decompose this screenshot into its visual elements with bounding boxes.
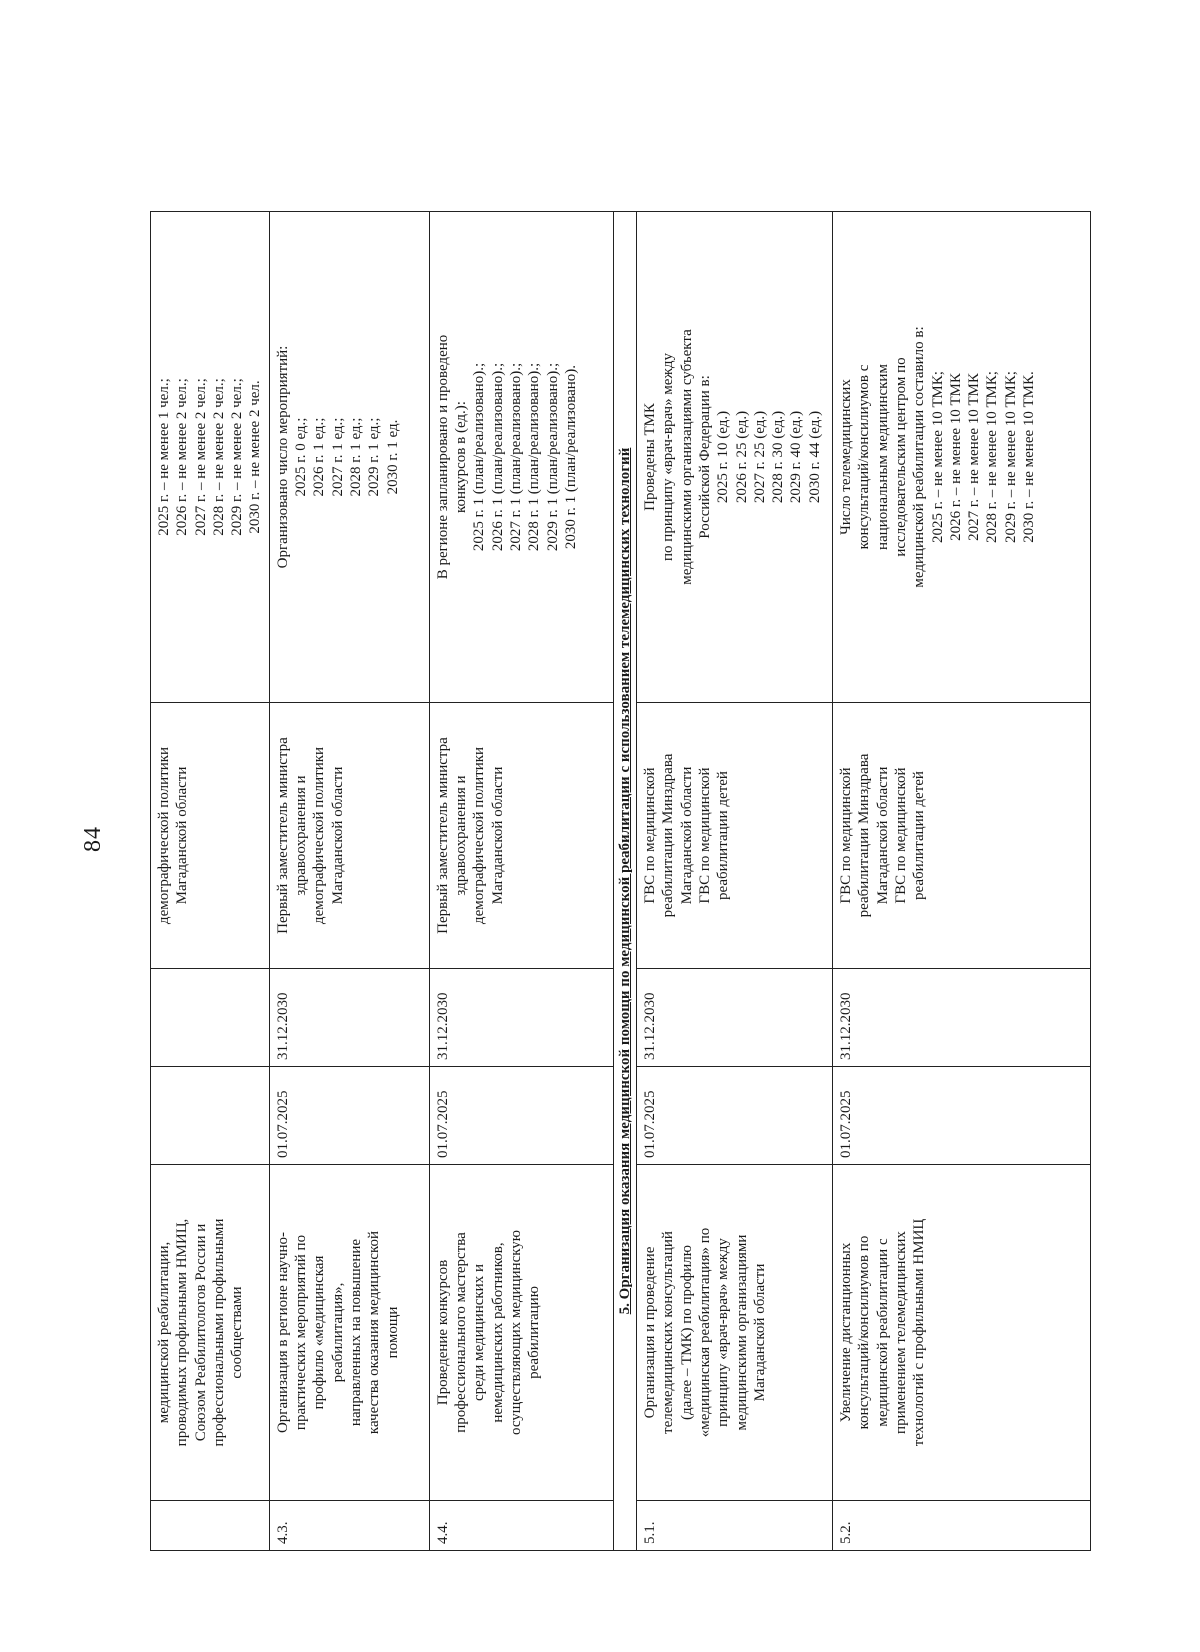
activity-name-line: реабилитацию <box>526 1286 543 1379</box>
expected-result-line: медицинскими организациями субъекта <box>678 329 695 585</box>
expected-result-line: 2026 г. – не менее 2 чел.; <box>174 378 191 536</box>
expected-result-line: 2026 г. 1 (план/реализовано).; <box>489 362 506 552</box>
activity-name-line: реабилитация», <box>329 1282 346 1383</box>
activity-name-line: применением телемедицинских <box>892 1231 909 1434</box>
activity-name <box>151 1165 270 1501</box>
end-date: 31.12.2030 <box>637 969 833 1067</box>
end-date <box>151 969 270 1067</box>
activity-name-line: Союзом Реабилитологов России и <box>192 1223 209 1442</box>
table-row <box>429 212 613 1551</box>
start-date: 01.07.2025 <box>637 1067 833 1165</box>
activity-name-line: Проведение конкурсов <box>434 1259 451 1406</box>
activity-name <box>637 1165 833 1501</box>
expected-result-line: 2030 г. – не менее 10 ТМК. <box>1021 371 1038 543</box>
activity-name <box>269 1165 429 1501</box>
responsible-person-line: демографической политики <box>156 746 172 925</box>
expected-result-line: 2025 г. 1 (план/реализовано).; <box>471 362 488 552</box>
expected-result-line: 2030 г. 44 (ед.) <box>806 410 823 504</box>
activity-name-line: медицинской реабилитации, <box>156 1241 172 1424</box>
responsible-person-line: ГВС по медицинской <box>696 767 713 904</box>
activity-name-line: Магаданской области <box>751 1263 768 1402</box>
responsible-person-line: Магаданской области <box>174 766 191 905</box>
row-number: 5.1. <box>637 1501 833 1551</box>
start-date: 01.07.2025 <box>269 1067 429 1165</box>
activity-name-line: профессионального мастерства <box>453 1232 470 1433</box>
row-number: 4.4. <box>429 1501 613 1551</box>
activity-name-line: практических мероприятий по <box>293 1234 310 1431</box>
responsible-person-line: Магаданской области <box>329 766 346 905</box>
responsible-person-line: демографической политики <box>471 746 488 925</box>
responsible-person <box>833 703 1091 969</box>
responsible-person <box>151 703 270 969</box>
activity-name-line: Организация и проведение <box>642 1246 659 1419</box>
activity-name-line: среди медицинских и <box>471 1264 488 1401</box>
activity-name-line: немедицинских работников, <box>489 1242 506 1423</box>
expected-result <box>269 212 429 703</box>
activity-name-line: телемедицинских консультаций <box>660 1231 677 1434</box>
responsible-person-line: ГВС по медицинской <box>642 767 659 904</box>
end-date: 31.12.2030 <box>429 969 613 1067</box>
responsible-person-line: реабилитации детей <box>715 771 732 900</box>
responsible-person-line: Магаданской области <box>489 766 506 905</box>
expected-result-line: Организовано число мероприятий: <box>274 345 291 569</box>
responsible-person-line: здравоохранения и <box>453 775 470 896</box>
section-header-row <box>613 212 636 1551</box>
activity-name <box>833 1165 1091 1501</box>
activity-name-line: профессиональными профильными <box>210 1218 227 1447</box>
responsible-person <box>269 703 429 969</box>
activity-name-line: медицинскими организациями <box>733 1234 750 1431</box>
expected-result-line: 2029 г. 1 (план/реализовано).; <box>544 362 561 552</box>
responsible-person-line: реабилитации Минздрава <box>660 753 677 918</box>
responsible-person <box>637 703 833 969</box>
table-row <box>637 212 833 1551</box>
section-title: 5. Организация оказания медицинской помощи по медицинской реабилитации с использованием телемедицинских технологий <box>613 212 636 1551</box>
table-row <box>833 212 1091 1551</box>
expected-result-line: 2029 г. 40 (ед.) <box>788 410 805 504</box>
expected-result-line: 2027 г. – не менее 10 ТМК <box>966 373 983 541</box>
expected-result-line: медицинской реабилитации составило в: <box>911 326 928 588</box>
expected-result-line: 2027 г. – не менее 2 чел.; <box>192 378 209 536</box>
activity-name-line: Увеличение дистанционных <box>838 1242 855 1423</box>
responsible-person-line: ГВС по медицинской <box>838 767 855 904</box>
expected-result-line: Российской Федерации в: <box>696 375 713 539</box>
row-number: 4.3. <box>269 1501 429 1551</box>
expected-result-line: 2030 г. – не менее 2 чел. <box>247 380 264 534</box>
table-row <box>151 212 270 1551</box>
expected-result-line: национальным медицинским <box>874 364 891 550</box>
expected-result-line: по принципу «врач-врач» между <box>660 353 677 561</box>
expected-result-line: конкурсов в (ед.): <box>453 401 470 513</box>
expected-result-line: 2027 г. 1 ед.; <box>329 417 346 497</box>
responsible-person-line: ГВС по медицинской <box>892 767 909 904</box>
expected-result-line: 2028 г. 30 (ед.) <box>770 410 787 504</box>
activity-name-line: медицинской реабилитации с <box>874 1238 891 1427</box>
activity-name-line: проводимых профильными НМИЦ, <box>174 1218 191 1447</box>
expected-result-line: 2025 г. – не менее 1 чел.; <box>156 378 172 536</box>
end-date: 31.12.2030 <box>269 969 429 1067</box>
activity-name-line: технологий с профильными НМИЦ <box>911 1218 928 1447</box>
responsible-person-line: Магаданской области <box>678 766 695 905</box>
expected-result-line: 2028 г. 1 (план/реализовано).; <box>526 362 543 552</box>
expected-result-line: В регионе запланировано и проведено <box>434 334 451 580</box>
expected-result-line: 2029 г. 1 ед.; <box>366 417 383 497</box>
document-table-rotated <box>150 211 1090 1551</box>
activity-name-line: «медицинская реабилитация» по <box>696 1227 713 1438</box>
responsible-person-line: демографической политики <box>311 746 328 925</box>
row-number <box>151 1501 270 1551</box>
activity-name-line: осуществляющих медицинскую <box>507 1229 524 1436</box>
expected-result <box>833 212 1091 703</box>
responsible-person <box>429 703 613 969</box>
activity-name-line: (далее – ТМК) по профилю <box>678 1245 695 1421</box>
responsible-person-line: здравоохранения и <box>293 775 310 896</box>
activity-name-line: Организация в регионе научно- <box>274 1231 291 1434</box>
expected-result-line: 2030 г. 1 (план/реализовано). <box>562 364 579 550</box>
activity-name-line: профилю «медицинская <box>311 1255 328 1410</box>
expected-result-line: исследовательским центром по <box>892 357 909 557</box>
expected-result-line: 2025 г. – не менее 10 ТМК; <box>929 371 946 543</box>
expected-result-line: 2028 г. – не менее 10 ТМК; <box>984 371 1001 543</box>
expected-result-line: 2027 г. 25 (ед.) <box>751 410 768 504</box>
page-number: 84 <box>80 826 106 852</box>
activity-name-line: качества оказания медицинской <box>366 1230 383 1435</box>
activity-name-line: направленных на повышение <box>347 1238 364 1427</box>
expected-result-line: 2026 г. 25 (ед.) <box>733 410 750 504</box>
expected-result-line: 2026 г. 1 ед.; <box>311 417 328 497</box>
expected-result-line: Число телемедицинских <box>838 379 855 535</box>
expected-result-line: 2028 г. – не менее 2 чел.; <box>210 378 227 536</box>
row-number: 5.2. <box>833 1501 1091 1551</box>
activity-name-line: консультаций/консилиумов по <box>856 1235 873 1430</box>
expected-result-line: 2028 г. 1 ед.; <box>347 417 364 497</box>
expected-result-line: 2027 г. 1 (план/реализовано).; <box>507 362 524 552</box>
responsible-person-line: Первый заместитель министра <box>274 737 291 934</box>
expected-result-line: 2030 г. 1 ед. <box>384 419 401 495</box>
responsible-person-line: Магаданской области <box>874 766 891 905</box>
expected-result-line: 2029 г. – не менее 2 чел.; <box>229 378 246 536</box>
expected-result <box>429 212 613 703</box>
expected-result <box>637 212 833 703</box>
table-row <box>269 212 429 1551</box>
activity-name-line: принципу «врач-врач» между <box>715 1238 732 1427</box>
expected-result-line: 2025 г. 10 (ед.) <box>715 410 732 504</box>
responsible-person-line: реабилитации детей <box>911 771 928 900</box>
expected-result-line: Проведены ТМК <box>642 403 659 511</box>
responsible-person-line: Первый заместитель министра <box>434 737 451 934</box>
activity-name <box>429 1165 613 1501</box>
expected-result <box>151 212 270 703</box>
responsible-person-line: реабилитации Минздрава <box>856 753 873 918</box>
expected-result-line: 2029 г. – не менее 10 ТМК; <box>1002 371 1019 543</box>
activity-name-line: помощи <box>384 1306 401 1359</box>
end-date: 31.12.2030 <box>833 969 1091 1067</box>
expected-result-line: консультаций/консилиумов с <box>856 364 873 550</box>
plan-table <box>150 211 1091 1551</box>
start-date: 01.07.2025 <box>833 1067 1091 1165</box>
expected-result-line: 2025 г. 0 ед.; <box>293 417 310 497</box>
table-body <box>151 212 1091 1551</box>
start-date: 01.07.2025 <box>429 1067 613 1165</box>
start-date <box>151 1067 270 1165</box>
activity-name-line: сообществами <box>229 1286 246 1379</box>
expected-result-line: 2026 г. – не менее 10 ТМК <box>947 373 964 541</box>
